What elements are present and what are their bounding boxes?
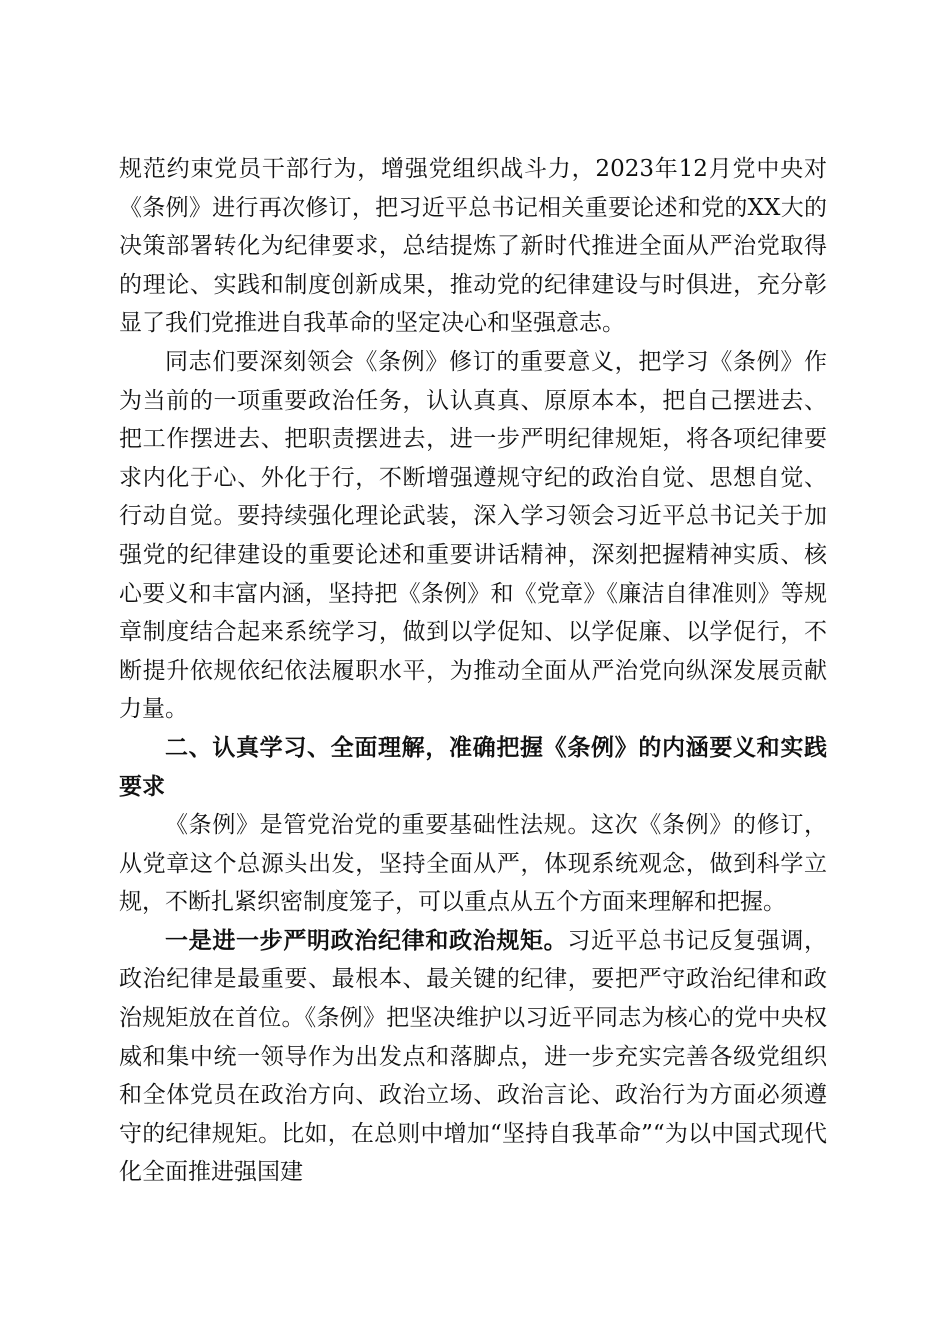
paragraph-continuation: 规范约束党员干部行为，增强党组织战斗力，2023年12月党中央对《条例》进行再次修订，把习近平总书记相关重要论述和党的XX大的决策部署转化为纪律要求，总结提炼了新时代推进全面从严治党取得的理论、实践和制度创新成果，推动党的纪律建设与时俱进，充分彰显了我们党推进自我革命的坚定决心和坚强意志。 bbox=[119, 156, 827, 337]
document-body bbox=[119, 150, 827, 1192]
section-heading-2: 二、认真学习、全面理解，准确把握《条例》的内涵要义和实践要求 bbox=[119, 734, 827, 800]
paragraph-study-significance: 同志们要深刻领会《条例》修订的重要意义，把学习《条例》作为当前的一项重要政治任务，认认真真、原原本本，把自己摆进去、把工作摆进去、把职责摆进去，进一步严明纪律规矩，将各项纪律要求内化于心、外化于行，不断增强遵规守纪的政治自觉、思想自觉、行动自觉。要持续强化理论武装，深入学习领会习近平总书记关于加强党的纪律建设的重要论述和重要讲话精神，深刻把握精神实质、核心要义和丰富内涵，坚持把《条例》和《党章》《廉洁自律准则》等规章制度结合起来系统学习，做到以学促知、以学促廉、以学促行，不断提升依规依纪依法履职水平，为推动全面从严治党向纵深发展贡献力量。 bbox=[119, 348, 827, 723]
paragraph-political-discipline bbox=[119, 922, 827, 1192]
paragraph-lead-bold: 一是进一步严明政治纪律和政治规矩。 bbox=[165, 926, 568, 954]
paragraph-body-text: 习近平总书记反复强调，政治纪律是最重要、最根本、最关键的纪律，要把严守政治纪律和政治规矩放在首位。《条例》把坚决维护以习近平同志为核心的党中央权威和集中统一领导作为出发点和落脚点，进一步充实完善各级党组织和全体党员在政治方向、政治立场、政治言论、政治行为方面必须遵守的纪律规矩。比如，在总则中增加“坚持自我革命”“为以中国式现代化全面推进强国建 bbox=[119, 927, 828, 1186]
paragraph-regulation-overview: 《条例》是管党治党的重要基础性法规。这次《条例》的修订，从党章这个总源头出发，坚持全面从严，体现系统观念，做到科学立规，不断扎紧织密制度笼子，可以重点从五个方面来理解和把握。 bbox=[119, 812, 827, 916]
